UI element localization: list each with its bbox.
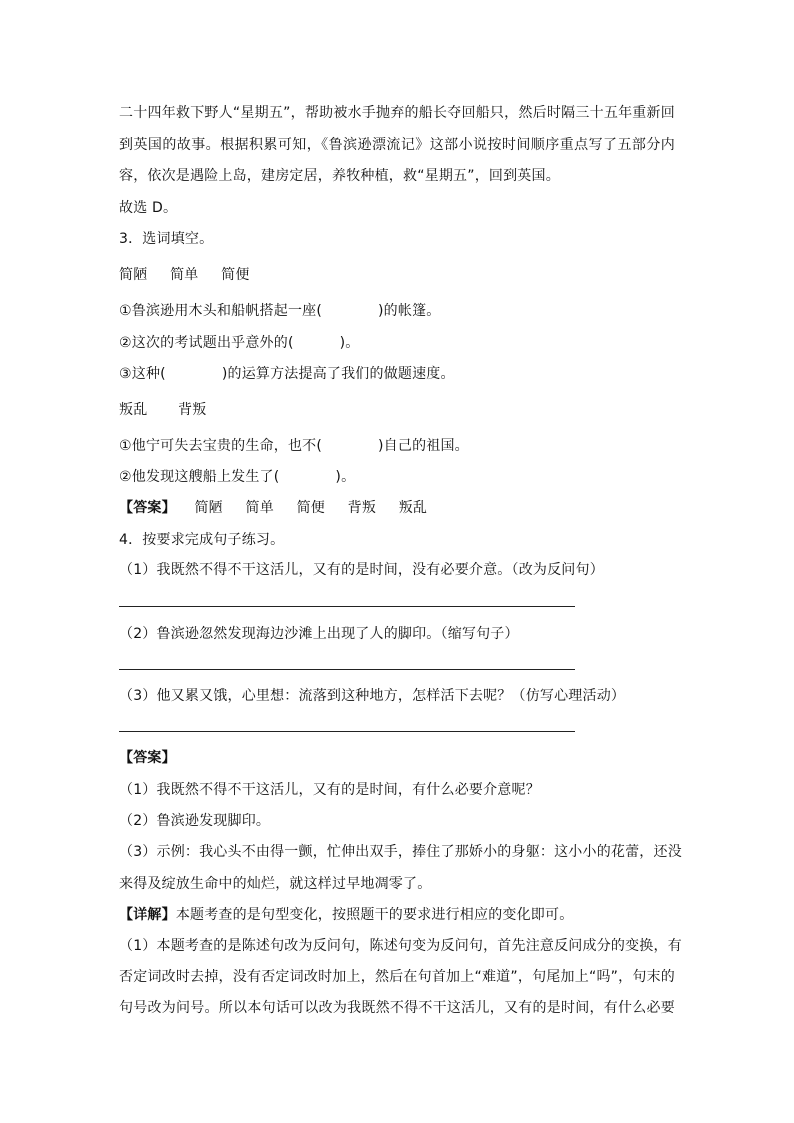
fill-blank-item: ②他发现这艘船上发生了( )。 <box>119 469 356 485</box>
answer-text: （1）我既然不得不干这活儿，又有的是时间，有什么必要介意呢？ <box>119 782 540 798</box>
word-option: 叛乱 <box>119 402 148 418</box>
fill-blank-item: ①鲁滨逊用木头和船帆搭起一座( )的帐篷。 <box>119 303 441 319</box>
detail-label: 【详解】 <box>119 907 176 923</box>
paragraph-line: 二十四年救下野人“星期五”，帮助被水手抛弃的船长夺回船只，然后时隔三十五年重新回 <box>119 105 675 121</box>
answer-word: 背叛 <box>347 500 377 516</box>
word-bank-1 <box>119 265 250 285</box>
paragraph-line: 到英国的故事。根据积累可知，《鲁滨逊漂流记》这部小说按时间顺序重点写了五部分内 <box>119 137 675 153</box>
fill-blank-item: ①他宁可失去宝贵的生命，也不( )自己的祖国。 <box>119 438 469 454</box>
word-option: 简单 <box>170 267 199 283</box>
answer-text: （2）鲁滨逊发现脚印。 <box>119 813 271 829</box>
answer-line[interactable] <box>119 669 575 670</box>
answer-line[interactable] <box>119 606 575 607</box>
word-bank-2 <box>119 400 206 420</box>
q3-answer-row <box>119 498 427 518</box>
detail-line: （1）本题考查的是陈述句改为反问句，陈述句变为反问句，首先注意反问成分的变换，有 <box>119 938 682 954</box>
exercise-item: （1）我既然不得不干这活儿，又有的是时间，没有必要介意。（改为反问句） <box>119 562 604 578</box>
answer-word: 简陋 <box>194 500 223 516</box>
question-3-title: 3．选词填空。 <box>119 231 214 247</box>
answer-word: 简便 <box>296 500 325 516</box>
word-option: 简便 <box>221 267 250 283</box>
answer-text: 来得及绽放生命中的灿烂，就这样过早地凋零了。 <box>119 876 432 892</box>
answer-word: 叛乱 <box>398 500 428 516</box>
exercise-item: （2）鲁滨逊忽然发现海边沙滩上出现了人的脚印。（缩写句子） <box>119 626 519 642</box>
detail-text: 本题考查的是句型变化，按照题干的要求进行相应的变化即可。 <box>175 907 574 923</box>
word-option: 背叛 <box>178 402 207 418</box>
answer-text: （3）示例：我心头不由得一颤，忙伸出双手，捧住了那娇小的身躯：这小小的花蕾，还没 <box>119 844 682 860</box>
detail-line: 句号改为问号。所以本句话可以改为我既然不得不干这活儿，又有的是时间，有什么必要 <box>119 1000 675 1016</box>
paragraph-line: 容，依次是遇险上岛，建房定居，养牧种植，救“星期五”，回到英国。 <box>119 168 560 184</box>
answer-label: 【答案】 <box>119 500 176 516</box>
fill-blank-item: ②这次的考试题出乎意外的( )。 <box>119 335 360 351</box>
word-option: 简陋 <box>119 267 148 283</box>
answer-line[interactable] <box>119 731 575 732</box>
answer-label: 【答案】 <box>119 750 176 766</box>
answer-choice: 故选 D。 <box>119 200 178 216</box>
exercise-item: （3）他又累又饿，心里想：流落到这种地方，怎样活下去呢？（仿写心理活动） <box>119 688 626 704</box>
detail-heading <box>119 905 573 925</box>
detail-line: 否定词改时去掉，没有否定词改时加上，然后在句首加上“难道”，句尾加上“吗”，句末的 <box>119 969 675 985</box>
question-4-title: 4．按要求完成句子练习。 <box>119 532 285 548</box>
fill-blank-item: ③这种( )的运算方法提高了我们的做题速度。 <box>119 366 455 382</box>
answer-word: 简单 <box>245 500 274 516</box>
